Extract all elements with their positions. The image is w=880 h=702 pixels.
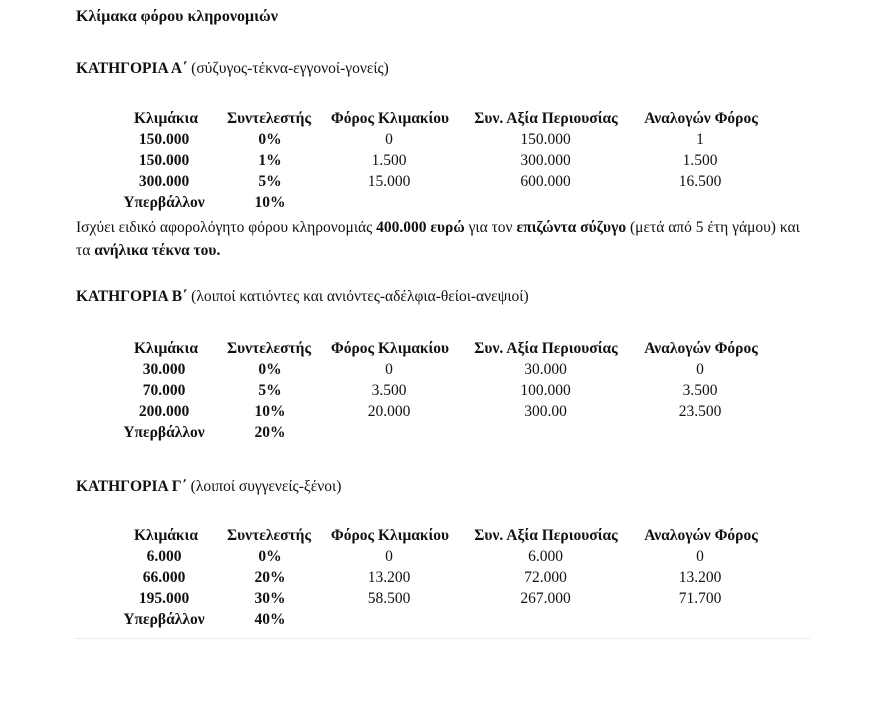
cell-proportional-tax: 0: [696, 361, 704, 378]
note-spouse: επιζώντα σύζυγο: [516, 219, 627, 236]
category-b-name: ΚΑΤΗΓΟΡΙΑ Β΄: [76, 288, 188, 305]
table-row: [0, 131, 880, 152]
table-row: [0, 361, 880, 382]
header-brackets: Κλιμάκια: [134, 527, 198, 544]
category-a-desc: (σύζυγος-τέκνα-εγγονοί-γονείς): [191, 60, 389, 77]
header-brackets: Κλιμάκια: [134, 110, 198, 127]
cell-total-value: 150.000: [520, 131, 571, 148]
header-proportional-tax: Αναλογών Φόρος: [644, 110, 758, 127]
cell-rate: 0%: [258, 131, 282, 148]
table-row: [0, 194, 880, 215]
cell-rate: 40%: [254, 611, 286, 628]
cell-total-value: 30.000: [524, 361, 567, 378]
cell-bracket: 195.000: [138, 590, 190, 607]
cell-bracket: 30.000: [142, 361, 186, 378]
cell-rate: 30%: [254, 590, 286, 607]
cell-bracket: 150.000: [138, 152, 190, 169]
header-proportional-tax: Αναλογών Φόρος: [644, 527, 758, 544]
cell-bracket: 300.000: [138, 173, 190, 190]
header-total-value: Συν. Αξία Περιουσίας: [474, 527, 618, 544]
header-proportional-tax: Αναλογών Φόρος: [644, 340, 758, 357]
cell-total-value: 600.000: [520, 173, 571, 190]
cell-proportional-tax: 23.500: [678, 403, 722, 420]
cell-proportional-tax: 1: [696, 131, 704, 148]
table-row: [0, 403, 880, 424]
header-rate: Συντελεστής: [226, 110, 312, 127]
table-row: [0, 569, 880, 590]
cell-proportional-tax: 71.700: [678, 590, 722, 607]
cell-rate: 10%: [254, 403, 286, 420]
cell-rate: 0%: [258, 361, 282, 378]
cell-rate: 20%: [254, 569, 286, 586]
note-text: (μετά από 5 έτη γάμου) και τα: [76, 219, 800, 259]
cell-bracket: 200.000: [138, 403, 190, 420]
table-row: [0, 424, 880, 445]
cell-bracket-tax: 15.000: [367, 173, 411, 190]
cell-total-value: 267.000: [520, 590, 571, 607]
cell-proportional-tax: 1.500: [682, 152, 718, 169]
cell-total-value: 300.00: [524, 403, 567, 420]
header-brackets: Κλιμάκια: [134, 340, 198, 357]
header-rate: Συντελεστής: [226, 340, 312, 357]
cell-proportional-tax: 16.500: [678, 173, 722, 190]
note-amount: 400.000 ευρώ: [376, 219, 465, 236]
cell-bracket-tax: 0: [385, 131, 393, 148]
category-a-name: ΚΑΤΗΓΟΡΙΑ Α΄: [76, 60, 188, 77]
page-title: Κλίμακα φόρου κληρονομιών: [76, 8, 278, 25]
cell-bracket: Υπερβάλλον: [123, 424, 205, 441]
cell-total-value: 300.000: [520, 152, 571, 169]
table-a-header: [0, 110, 880, 131]
header-bracket-tax: Φόρος Κλιμακίου: [330, 340, 450, 357]
header-bracket-tax: Φόρος Κλιμακίου: [330, 527, 450, 544]
table-row: [0, 382, 880, 403]
table-row: [0, 548, 880, 569]
cell-proportional-tax: 13.200: [678, 569, 722, 586]
cell-bracket: 70.000: [142, 382, 186, 399]
cell-rate: 1%: [258, 152, 282, 169]
category-c-desc: (λοιποί συγγενείς-ξένοι): [190, 478, 342, 495]
cell-total-value: 6.000: [528, 548, 563, 565]
category-b-heading: [76, 288, 529, 306]
cell-rate: 0%: [258, 548, 282, 565]
category-b-desc: (λοιποί κατιόντες και ανιόντες-αδέλφια-θείοι-ανεψιοί): [191, 288, 529, 305]
cell-bracket: 150.000: [138, 131, 190, 148]
cell-proportional-tax: 3.500: [682, 382, 718, 399]
header-total-value: Συν. Αξία Περιουσίας: [474, 110, 618, 127]
cell-bracket: 6.000: [146, 548, 182, 565]
header-bracket-tax: Φόρος Κλιμακίου: [330, 110, 450, 127]
header-total-value: Συν. Αξία Περιουσίας: [474, 340, 618, 357]
category-a-heading: [76, 60, 389, 78]
cell-rate: 20%: [254, 424, 286, 441]
table-row: [0, 590, 880, 611]
cell-bracket-tax: 0: [385, 361, 393, 378]
divider: [74, 638, 810, 639]
cell-bracket-tax: 20.000: [367, 403, 411, 420]
cell-bracket: Υπερβάλλον: [123, 194, 205, 211]
table-row: [0, 173, 880, 194]
exemption-note: [76, 216, 816, 262]
table-c-header: [0, 527, 880, 548]
table-row: [0, 611, 880, 632]
cell-rate: 10%: [254, 194, 286, 211]
cell-bracket-tax: 3.500: [371, 382, 407, 399]
header-rate: Συντελεστής: [226, 527, 312, 544]
category-c-name: ΚΑΤΗΓΟΡΙΑ Γ΄: [76, 478, 187, 495]
cell-bracket: 66.000: [142, 569, 186, 586]
cell-bracket-tax: 13.200: [367, 569, 411, 586]
cell-bracket: Υπερβάλλον: [123, 611, 205, 628]
category-c-heading: [76, 478, 341, 496]
note-minor-children: ανήλικα τέκνα του.: [94, 242, 221, 259]
note-text: Ισχύει ειδικό αφορολόγητο φόρου κληρονομιάς: [76, 219, 377, 236]
cell-bracket-tax: 1.500: [371, 152, 407, 169]
cell-total-value: 100.000: [520, 382, 571, 399]
cell-bracket-tax: 0: [385, 548, 393, 565]
table-b-header: [0, 340, 880, 361]
cell-rate: 5%: [258, 382, 282, 399]
table-row: [0, 152, 880, 173]
cell-rate: 5%: [258, 173, 282, 190]
cell-proportional-tax: 0: [696, 548, 704, 565]
note-text: για τον: [464, 219, 517, 236]
cell-total-value: 72.000: [524, 569, 567, 586]
cell-bracket-tax: 58.500: [367, 590, 411, 607]
